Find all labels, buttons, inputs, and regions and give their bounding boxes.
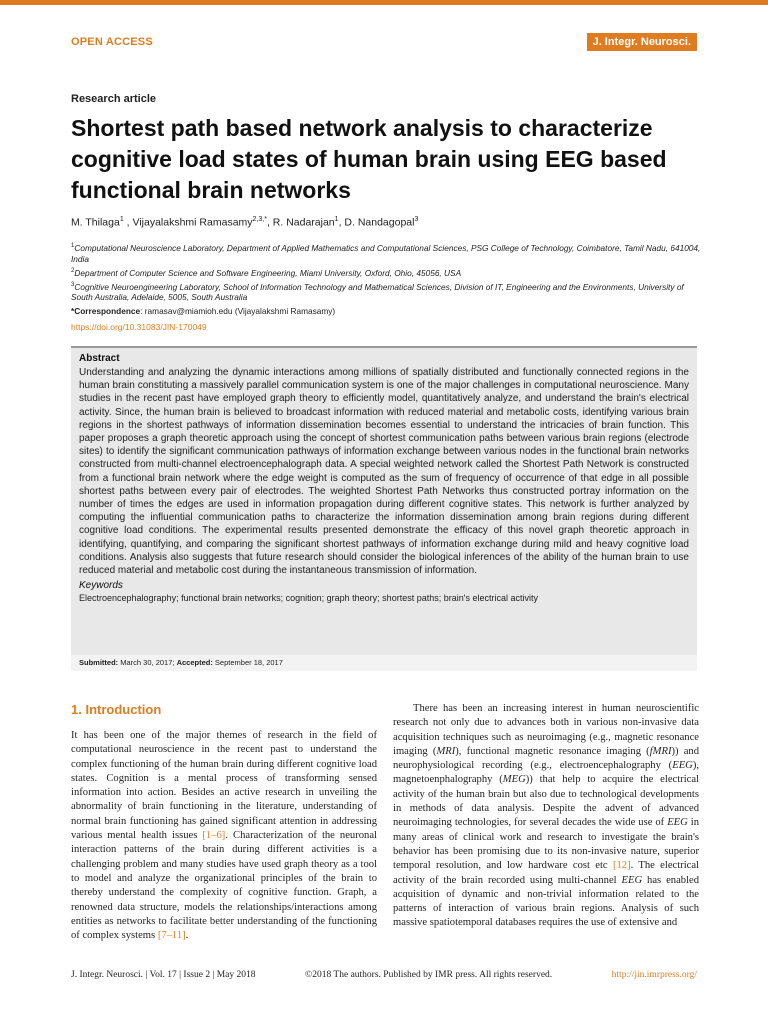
- body-text: ), functional magnetic resonance imaging (: [455, 745, 650, 757]
- affiliation-text: Cognitive Neuroengineering Laboratory, School of Information Technology and Mathematical Sciences, Division of IT, Engineering and the Environments, University of South Australia, Adelaide, 5005, South Australia: [71, 281, 684, 303]
- italic-term: EEG: [672, 760, 693, 772]
- author-list: M. Thilaga$^1$ , Vijayalakshmi Ramasamy$^{2,3,*}$, R. Nadarajan$^1$, D. Nandagopal$^3$: [71, 216, 419, 229]
- section-heading-introduction: 1. Introduction: [71, 702, 162, 717]
- italic-term: MRI: [436, 745, 456, 757]
- body-text: )) and neurophysiological recording (e.g., electroencephalography (: [393, 745, 700, 772]
- body-text: ), magnetoenphalography (: [393, 760, 699, 786]
- body-text: in many areas of clinical work and research to investigate the brain's behavior has been promising due to its non-invasive nature, superior temporal resolution, and low hardware cost etc: [393, 817, 699, 872]
- intro-right-column: [393, 702, 699, 931]
- author-affiliation-mark: 1: [119, 216, 124, 223]
- submitted-label: Submitted:: [79, 658, 119, 667]
- footer-url[interactable]: http://jin.imrpress.org/: [611, 970, 697, 980]
- accepted-date: September 18, 2017: [214, 658, 283, 667]
- correspondence-label: *Correspondence: [71, 306, 141, 316]
- body-text: . Characterization of the neuronal interaction patterns of the brain during different activities is a challenging problem and many studies have used graph theory as a tool to model and analyze the organizational principles of the brain to thereby understand the complexity of cognitive function. Graph, a renowned data structure, models the relationships/interactions among entities as networks to facilitate better understanding of the functioning of complex systems: [71, 830, 377, 942]
- article-type: Research article: [71, 93, 156, 105]
- author-name: Vijayalakshmi Ramasamy: [132, 216, 253, 229]
- italic-term: EEG: [621, 874, 643, 886]
- open-access-label: OPEN ACCESS: [71, 36, 153, 48]
- abstract-heading: Abstract: [79, 353, 120, 364]
- submitted-date: March 30, 2017;: [120, 658, 175, 667]
- citation-link[interactable]: [1–6]: [202, 830, 226, 842]
- keywords-text: Electroencephalography; functional brain networks; cognition; graph theory; shortest paths; brain's electrical activity: [79, 593, 538, 604]
- abstract-text: Understanding and analyzing the dynamic interactions among millions of spatially distributed and functionally connected regions in the human brain constituting a massively parallel communication system is one of the major challenges in computational neuroscience. Many studies in the recent past have employed graph theory to efficiently model, quantitatively analyze, and understand the brain's electrical activity. Since, the human brain is believed to broadcast information with reduced material and metabolic costs, identifying various brain regions in the shortest pathways of information dissemination becomes essential to understand the intricacies of brain function. This paper proposes a graph theoretic approach using the concept of shortest communication paths between various brain regions (electrode sites) to identify the significant communication pathways of information exchange between various nodes in the functional brain networks constructed from multi-channel electroencephalograph data. A special weighted network called the Shortest Path Network is constructed from a functional brain network where the edge weight is computed as the sum of frequency of occurrence of that edge in all possible shortest paths between every pair of electrodes. The weighted Shortest Path Networks thus constructed portray information on the number of times the edges are used in information propagation during different cognitive states. This network is further analyzed by computing the influential communication paths to characterize the information dissemination among brain regions during different cognitive load conditions. The experimental results presented demonstrate the efficacy of this novel graph theoretic approach in identifying, quantifying, and comparing the significant shortest pathways of information exchange during mild and heavy cognitive load conditions. Analysis also suggests that future research should consider the biological inferences of the ability of the human brain to use reduced material and metabolic cost during the instantaneous transmission of information.: [79, 367, 689, 577]
- body-text: It has been one of the major themes of research in the field of computational neuroscience in the recent past to understand the complex functioning of the human brain during different cognitive load states. Cognition is a mental process of transforming sensed information into action. Besides an active research in unveiling the abnormality of brain functioning in the literature, understanding of normal brain functioning has gained significant attention in addressing various mental health issues: [71, 730, 377, 842]
- author-affiliation-mark: 2,3,*: [252, 216, 267, 223]
- citation-link[interactable]: [12]: [612, 860, 631, 872]
- author-affiliation-mark: 1: [334, 216, 339, 223]
- italic-term: MEG: [502, 774, 526, 786]
- body-text: )) that help to acquire the electrical activity of the human brain but also due to technological developments in methods of data analysis. Despite the advent of advanced neuroimaging technologies, for several decades the wide use of: [393, 774, 699, 829]
- body-text: There has been an increasing interest in human neuroscientific research not only due to advances both in various non-invasive data acquisition techniques such as neuroimaging (e.g., magnetic resonance imaging (: [393, 703, 699, 757]
- affiliation: [71, 280, 701, 304]
- author-name: D. Nandagopal: [344, 216, 415, 229]
- doi-link[interactable]: https://doi.org/10.31083/JIN-170049: [71, 322, 207, 332]
- italic-term: EEG: [667, 817, 688, 829]
- keywords-heading: Keywords: [79, 580, 123, 592]
- citation-link[interactable]: [7–11]: [157, 930, 186, 942]
- affiliation-number: 3: [71, 281, 75, 288]
- affiliation-text: Department of Computer Science and Software Engineering, Miami University, Oxford, Ohio, 45056, USA: [74, 267, 462, 278]
- affiliation-number: 1: [71, 243, 75, 249]
- accepted-label: Accepted:: [176, 658, 213, 667]
- paper-title: Shortest path based network analysis to characterize cognitive load states of human brain using EEG based functional brain networks: [71, 115, 667, 203]
- correspondence: [71, 306, 335, 316]
- body-text: has enabled acquisition of dynamic and non-trivial information related to the patterns of interaction of various brain regions. Analysis of such massive spatiotemporal databases requires the use of extensive and: [393, 874, 700, 929]
- body-text: . The electrical activity of the brain recorded using multi-channel: [393, 860, 699, 886]
- author-affiliation-mark: 3: [414, 216, 419, 223]
- affiliation: [71, 266, 701, 279]
- body-text: .: [185, 930, 189, 942]
- author-name: R. Nadarajan: [272, 216, 335, 229]
- dates-bar: [71, 655, 697, 671]
- italic-term: fMRI: [649, 745, 672, 757]
- top-accent-bar: [0, 0, 768, 5]
- author-name: M. Thilaga: [71, 216, 120, 229]
- intro-left-column: [71, 729, 377, 943]
- affiliation-list: [71, 241, 701, 304]
- affiliation-text: Computational Neuroscience Laboratory, Department of Applied Mathematics and Computational Sciences, PSG College of Technology, Coimbatore, Tamil Nadu, 641004, India: [71, 242, 701, 264]
- affiliation-number: 2: [71, 267, 75, 274]
- journal-tag: J. Integr. Neurosci.: [587, 33, 697, 51]
- abstract-box: [71, 346, 697, 655]
- footer-copyright: ©2018 The authors. Published by IMR press. All rights reserved.: [305, 970, 553, 980]
- correspondence-text: : ramasav@miamioh.edu (Vijayalakshmi Ramasamy): [140, 306, 336, 316]
- footer-citation: J. Integr. Neurosci. | Vol. 17 | Issue 2 | May 2018: [71, 970, 256, 980]
- affiliation: [71, 241, 701, 265]
